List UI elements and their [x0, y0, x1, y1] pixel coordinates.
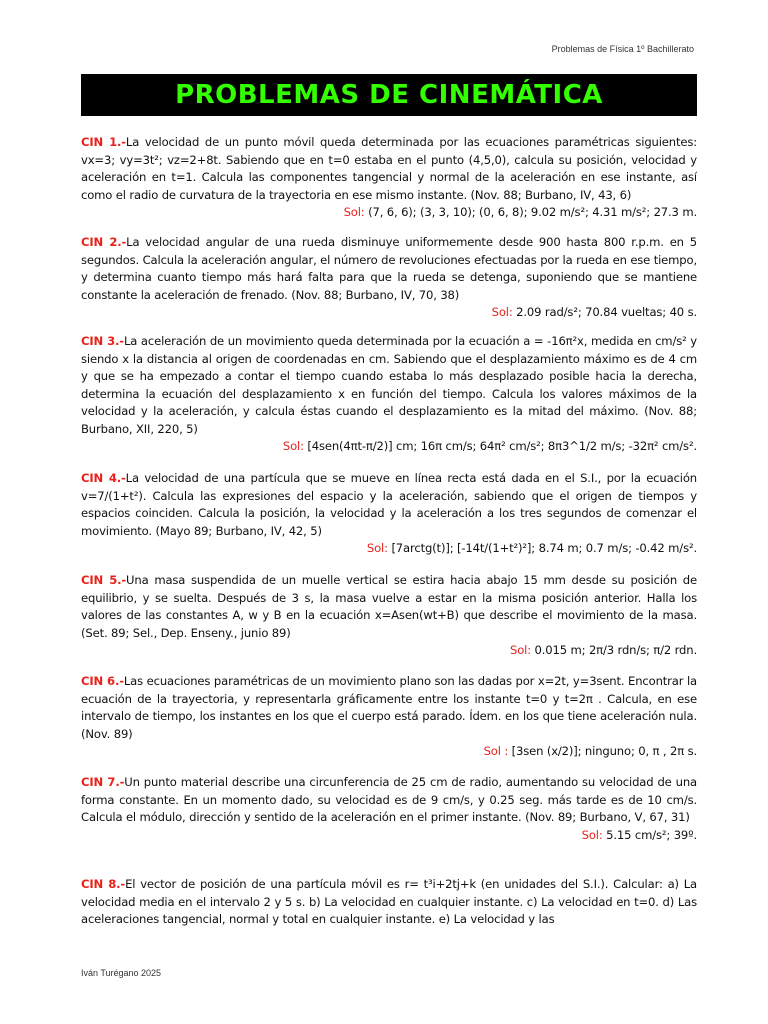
- solution-text: 5.15 cm/s²; 39º.: [606, 827, 697, 842]
- problem-text: Una masa suspendida de un muelle vertical se estira hacia abajo 15 mm desde su posición de equilibrio, y se suelta. Después de 3 s, la masa vuelve a estar en la misma posición anterior. Halla los valores de las constantes A, w y B en la ecuación x=Asen(wt+B) que describe el movimiento de la masa. (Set. 89; Sel., Dep. Enseny., junio 89): [81, 573, 697, 640]
- problem-statement: [81, 774, 697, 827]
- problem-text: La velocidad de un punto móvil queda determinada por las ecuaciones paramétricas siguientes: vx=3; vy=3t²; vz=2+8t. Sabiendo que en t=0 estaba en el punto (4,5,0), calcula su posición, velocidad y aceleración en t=1. Calcula las componentes tangencial y normal de la aceleración en ese instante, así como el radio de curvatura de la trayectoria en ese mismo instante. (Nov. 88; Burbano, IV, 43, 6): [81, 135, 698, 202]
- header-course-title: Problemas de Física 1º Bachillerato: [551, 44, 694, 54]
- problem-label: CIN 7.-: [81, 775, 125, 789]
- solution-line: [81, 304, 697, 322]
- problem-statement: [81, 572, 697, 642]
- problem-cin-3: [81, 333, 697, 456]
- problem-label: CIN 8.-: [81, 877, 126, 891]
- problem-cin-2: [81, 234, 697, 322]
- solution-label: Sol:: [343, 205, 365, 219]
- problem-label: CIN 6.-: [81, 674, 124, 688]
- problem-label: CIN 2.-: [81, 235, 127, 249]
- problem-text: La velocidad de una partícula que se mueve en línea recta está dada en el S.I., por la ecuación v=7/(1+t²). Calcula las expresiones del espacio y la aceleración, sabiendo que el origen de tiempos y espacios coinciden. Calcula la posición, la velocidad y la aceleración a los tres segundos de comenzar el movimiento. (Mayo 89; Burbano, IV, 42, 5): [81, 471, 697, 538]
- problem-label: CIN 4.-: [81, 471, 126, 485]
- solution-line: [81, 540, 697, 558]
- solution-text: (7, 6, 6); (3, 3, 10); (0, 6, 8); 9.02 m/s²; 4.31 m/s²; 27.3 m.: [368, 205, 697, 219]
- problem-statement: [81, 134, 697, 204]
- problem-cin-4: [81, 470, 697, 558]
- solution-label: Sol:: [491, 305, 513, 319]
- solution-label: Sol:: [581, 827, 603, 842]
- problem-cin-7: [81, 774, 697, 844]
- solution-label: Sol :: [483, 744, 509, 758]
- problem-cin-1: [81, 134, 697, 222]
- problem-cin-6: [81, 673, 697, 761]
- problem-cin-8: [81, 876, 697, 929]
- problem-statement: [81, 470, 697, 540]
- problem-statement: [81, 673, 697, 743]
- problem-text: Las ecuaciones paramétricas de un movimiento plano son las dadas por x=2t, y=3sent. Encontrar la ecuación de la trayectoria, y representarla gráficamente entre los instante t=0 y t=2π . Calcula, en ese intervalo de tiempo, los instantes en los que el cuerpo está parado. Ídem. en los que tiene aceleración nula. (Nov. 89): [81, 674, 698, 741]
- problem-text: La velocidad angular de una rueda disminuye uniformemente desde 900 hasta 800 r.p.m. en 5 segundos. Calcula la aceleración angular, el número de revoluciones efectuadas por la rueda en ese tiempo, y determina cuanto tiempo más hará falta para que la rueda se detenga, suponiendo que se mantiene constante la aceleración de frenado. (Nov. 88; Burbano, IV, 70, 38): [81, 235, 697, 302]
- solution-label: Sol:: [366, 541, 388, 555]
- problem-label: CIN 1.-: [81, 135, 126, 149]
- solution-line: [81, 827, 697, 845]
- solution-line: [81, 743, 697, 761]
- solution-text: [3sen (x/2)]; ninguno; 0, π , 2π s.: [511, 744, 697, 758]
- problem-label: CIN 3.-: [81, 334, 124, 348]
- solution-line: [81, 204, 697, 222]
- solution-label: Sol:: [282, 439, 304, 453]
- problem-statement: [81, 333, 697, 438]
- solution-line: [81, 642, 697, 660]
- solution-label: Sol:: [510, 643, 531, 657]
- problem-text: Un punto material describe una circunferencia de 25 cm de radio, aumentando su velocidad de una forma constante. En un momento dado, su velocidad es de 9 cm/s, y 0.25 seg. más tarde es de 10 cm/s. Calcula el módulo, dirección y sentido de la aceleración en el primer instante. (Nov. 89; Burbano, V, 67, 31): [81, 775, 697, 824]
- solution-text: [4sen(4πt-π/2)] cm; 16π cm/s; 64π² cm/s²; 8π3^1/2 m/s; -32π² cm/s².: [307, 439, 697, 453]
- solution-text: [7arctg(t)]; [-14t/(1+t²)²]; 8.74 m; 0.7 m/s; -0.42 m/s².: [391, 541, 697, 555]
- problem-statement: [81, 234, 697, 304]
- problem-cin-5: [81, 572, 697, 660]
- problem-label: CIN 5.-: [81, 573, 127, 587]
- solution-line: [81, 438, 697, 456]
- solution-text: 2.09 rad/s²; 70.84 vueltas; 40 s.: [516, 305, 697, 319]
- footer-author: Iván Turégano 2025: [81, 968, 162, 978]
- title-banner: [81, 74, 697, 116]
- problem-text: La aceleración de un movimiento queda determinada por la ecuación a = -16π²x, medida en cm/s² y siendo x la distancia al origen de coordenadas en cm. Sabiendo que el desplazamiento máximo es de 4 cm y que se ha empezado a contar el tiempo cuando estaba lo más desplazado posible hacia la derecha, determina la ecuación del desplazamiento x en función del tiempo. Calcula los valores máximos de la velocidad y la aceleración, y calcula éstas cuando el desplazamiento es la mitad del máximo. (Nov. 88; Burbano, XII, 220, 5): [81, 334, 698, 436]
- page-title: PROBLEMAS DE CINEMÁTICA: [175, 80, 603, 110]
- problem-statement: [81, 876, 697, 929]
- solution-text: 0.015 m; 2π/3 rdn/s; π/2 rdn.: [534, 643, 697, 657]
- problem-text: El vector de posición de una partícula móvil es r= t³i+2tj+k (en unidades del S.I.). Calcular: a) La velocidad media en el intervalo 2 y 5 s. b) La velocidad en cualquier instante. c) La velocidad en t=0. d) Las aceleraciones tangencial, normal y total en cualquier instante. e) La velocidad y las: [81, 877, 698, 926]
